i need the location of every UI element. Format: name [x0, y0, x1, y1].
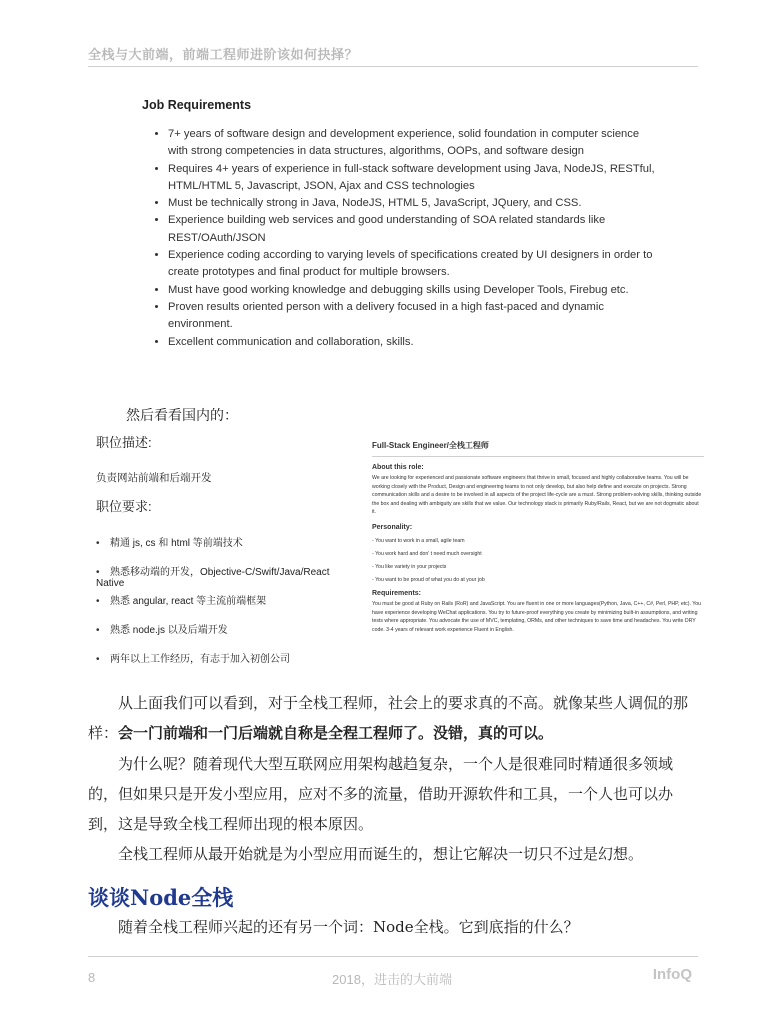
paragraph-text: 从上面我们可以看到，对于全栈工程师，社会上的要求真的不高。就像某些人调侃的那样： [88, 694, 689, 742]
en-personality-item: - You work hard and don' t need much oversight [372, 550, 482, 557]
paragraph: 随着全栈工程师兴起的还有另一个词：Node全栈。它到底指的什么？ [118, 918, 579, 936]
cn-req-item: • 熟悉移动端的开发，Objective-C/Swift/Java/React Native [96, 563, 356, 589]
job-requirement-item: • Experience coding according to varying levels of specifications created by UI designers in order to create prototypes and final product for multiple browsers. [168, 247, 662, 282]
cn-desc-text: 负责网站前端和后端开发 [96, 472, 212, 484]
job-requirement-item: • Must have good working knowledge and debugging skills using Developer Tools, Firebug etc. [168, 282, 662, 299]
job-requirement-item: • Requires 4+ years of experience in full-stack software development using Java, NodeJS, RESTful, HTML/HTML 5, Javascript, JSON, Ajax and CSS technologies [168, 161, 662, 196]
en-personality-item: - You want to work in a small, agile team [372, 537, 465, 544]
job-requirement-item: • Experience building web services and good understanding of SOA related standards like REST/OAuth/JSON [168, 212, 662, 247]
footer-title: 2018，进击的大前端 [332, 972, 452, 987]
job-requirement-item: • 7+ years of software design and development experience, solid foundation in computer science with strong competencies in data structures, algorithms, OOPs, and software design [168, 126, 662, 161]
paragraph: 为什么呢？随着现代大型互联网应用架构越趋复杂，一个人是很难同时精通很多领域的，但如果只是开发小型应用，应对不多的流量，借助开源软件和工具，一个人也可以办到，这是导致全栈工程师出现的根本原因。 [88, 755, 674, 833]
en-requirements-heading: Requirements: [372, 589, 422, 597]
job-requirement-item: • Must be technically strong in Java, NodeJS, HTML 5, JavaScript, JQuery, and CSS. [168, 195, 662, 212]
cn-req-item: • 两年以上工作经历，有志于加入初创公司 [96, 650, 290, 665]
job-requirement-item: • Proven results oriented person with a delivery focused in a high fast-paced and dynamic environment. [168, 299, 662, 334]
en-personality-item: - You like variety in your projects [372, 563, 447, 570]
cn-req-item: • 熟悉 node.js 以及后端开发 [96, 621, 228, 636]
figure-caption: 然后看看国内的： [126, 408, 238, 424]
header-divider [88, 66, 698, 67]
job-requirement-item: • Excellent communication and collaboration, skills. [168, 334, 662, 351]
paragraph: 全栈工程师从最开始就是为小型应用而诞生的，想让它解决一切只不过是幻想。 [118, 845, 644, 863]
infoq-logo: InfoQ [652, 966, 692, 983]
cn-req-heading: 职位要求: [96, 499, 152, 514]
en-personality-item: - You want to be proud of what you do at your job [372, 576, 485, 583]
english-job-description-figure [372, 440, 704, 634]
body-text [88, 688, 700, 869]
paragraph-emphasis: 会一门前端和一门后端就自称是全程工程师了。没错，真的可以。 [118, 725, 554, 742]
en-about-heading: About this role: [372, 464, 424, 471]
paragraph [88, 688, 700, 749]
cn-req-item: • 熟悉 angular, react 等主流前端框架 [96, 592, 266, 607]
cn-req-item: • 精通 js, cs 和 html 等前端技术 [96, 534, 243, 549]
page-number: 8 [88, 970, 96, 985]
job-requirements-figure [142, 98, 662, 351]
footer-divider [88, 956, 698, 957]
en-personality-heading: Personality: [372, 523, 413, 531]
en-jd-title: Full-Stack Engineer/全栈工程师 [372, 440, 704, 457]
section-heading: 谈谈Node全栈 [88, 885, 234, 910]
en-about-text: We are looking for experienced and passionate software engineers that thrive in small, focused and highly collaborative teams. You will be working closely with the Product, Design and engineering teams to not only develop, but also help define and execute on projects. Strong communication skills and a desire to be involved in all aspects of the project life-cycle are a must. Strong problem-solving skills, thinking outside the box and dealing with ambiguity are skills that we value. Our technology stack is primarily Ruby/Rails, React, but we are not dogmatic about it. [372, 475, 702, 516]
job-requirements-heading: Job Requirements [142, 98, 252, 112]
body-text-2 [88, 912, 700, 942]
running-header: 全栈与大前端，前端工程师进阶该如何抉择？ [88, 48, 359, 63]
job-requirements-list [142, 126, 662, 351]
en-requirements-text: You must be good at Ruby on Rails (RoR) and JavaScript. You are fluent in one or more languages(Python, Java, C++, C#, Perl, PHP, etc). You have experience developing WeChat applications. You try to future-proof everything you create by minimizing built-in assumptions, and writing tests where appropriate. You advocate the use of MVC, templating, ORMs, and other techniques to save time and headaches. You write DRY code. 3-4 years of relevant work experience Fluent in English. [372, 600, 702, 633]
cn-desc-heading: 职位描述: [96, 435, 152, 450]
